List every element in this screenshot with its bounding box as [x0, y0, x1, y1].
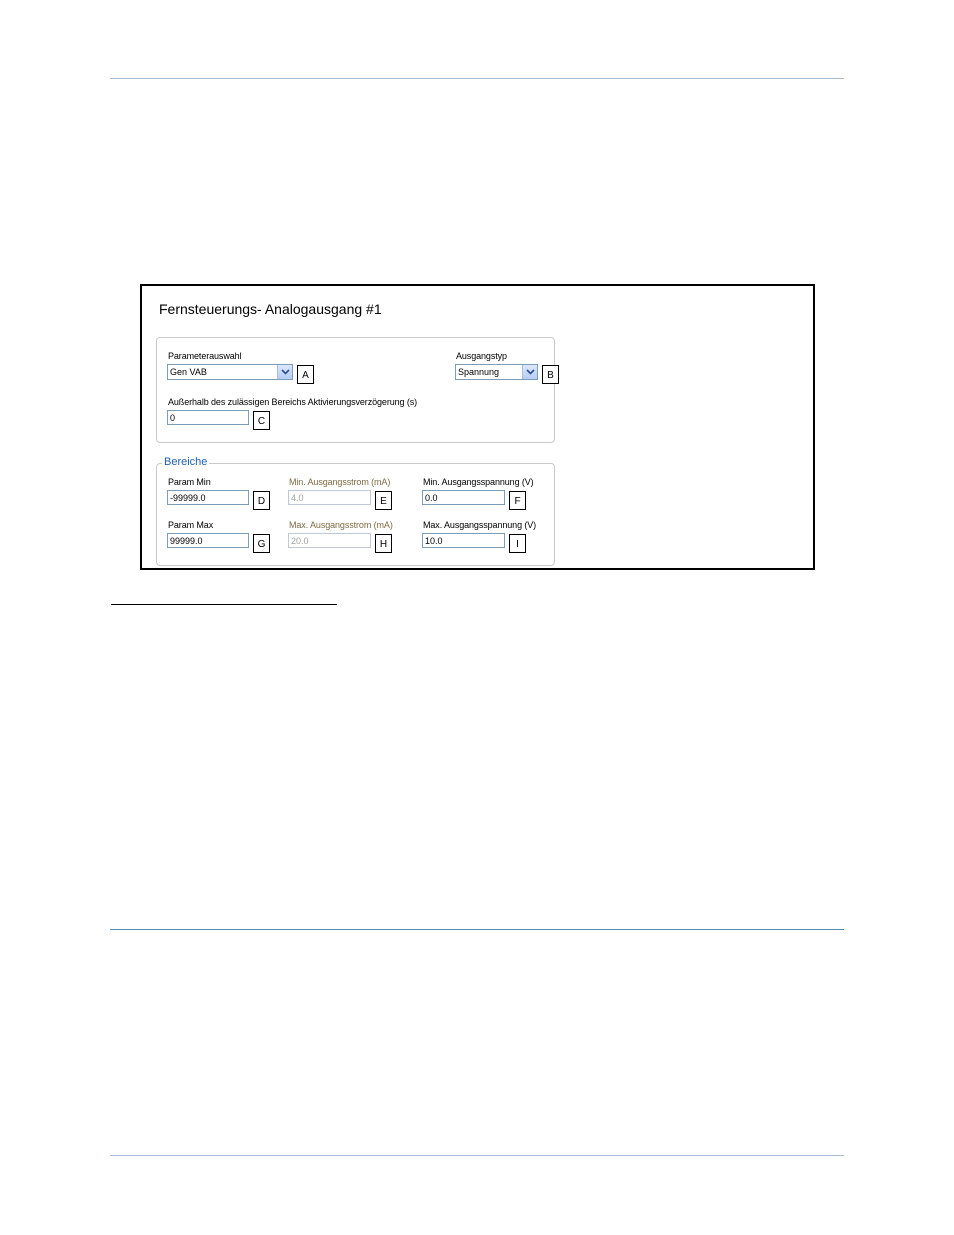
parameter-select-value: Gen VAB — [170, 367, 207, 377]
min-voltage-label: Min. Ausgangsspannung (V) — [423, 477, 534, 487]
footer-rule — [110, 1155, 844, 1156]
callout-e: E — [375, 491, 392, 510]
delay-input-value: 0 — [170, 413, 176, 423]
output-type-select-value: Spannung — [458, 367, 500, 377]
section-rule — [110, 929, 844, 930]
chevron-down-icon[interactable] — [277, 365, 292, 379]
parameter-label: Parameterauswahl — [168, 351, 242, 361]
max-current-label: Max. Ausgangsstrom (mA) — [289, 520, 393, 530]
max-voltage-input[interactable] — [422, 533, 505, 548]
callout-g: G — [253, 534, 270, 553]
delay-input[interactable] — [167, 410, 249, 425]
ranges-panel — [156, 456, 555, 566]
max-voltage-label: Max. Ausgangsspannung (V) — [423, 520, 537, 530]
param-min-label: Param Min — [168, 477, 211, 487]
analog-output-figure — [140, 284, 815, 570]
max-current-value: 20.0 — [291, 536, 309, 546]
callout-f: F — [509, 491, 526, 510]
callout-b: B — [542, 365, 559, 384]
max-current-input — [288, 533, 371, 548]
chevron-down-icon[interactable] — [522, 365, 537, 379]
footnote-rule — [111, 604, 337, 605]
callout-d: D — [253, 491, 270, 510]
output-type-select[interactable] — [455, 364, 538, 380]
output-type-label: Ausgangstyp — [456, 351, 507, 361]
callout-i: I — [509, 534, 526, 553]
param-max-value: 99999.0 — [170, 536, 203, 546]
delay-label: Außerhalb des zulässigen Bereichs Aktivierungsverzögerung (s) — [168, 397, 418, 407]
settings-panel — [156, 337, 555, 443]
callout-h: H — [375, 534, 392, 553]
callout-c: C — [253, 411, 270, 430]
param-min-input[interactable] — [167, 490, 249, 505]
param-max-input[interactable] — [167, 533, 249, 548]
min-voltage-input[interactable] — [422, 490, 505, 505]
ranges-legend: Bereiche — [164, 456, 208, 468]
min-voltage-value: 0.0 — [425, 493, 438, 503]
max-voltage-value: 10.0 — [425, 536, 443, 546]
callout-a: A — [297, 365, 314, 384]
min-current-value: 4.0 — [291, 493, 304, 503]
figure-title: Fernsteuerungs- Analogausgang #1 — [159, 301, 382, 317]
min-current-input — [288, 490, 371, 505]
min-current-label: Min. Ausgangsstrom (mA) — [289, 477, 391, 487]
param-max-label: Param Max — [168, 520, 214, 530]
param-min-value: -99999.0 — [170, 493, 206, 503]
parameter-select[interactable] — [167, 364, 293, 380]
header-rule — [110, 78, 844, 79]
